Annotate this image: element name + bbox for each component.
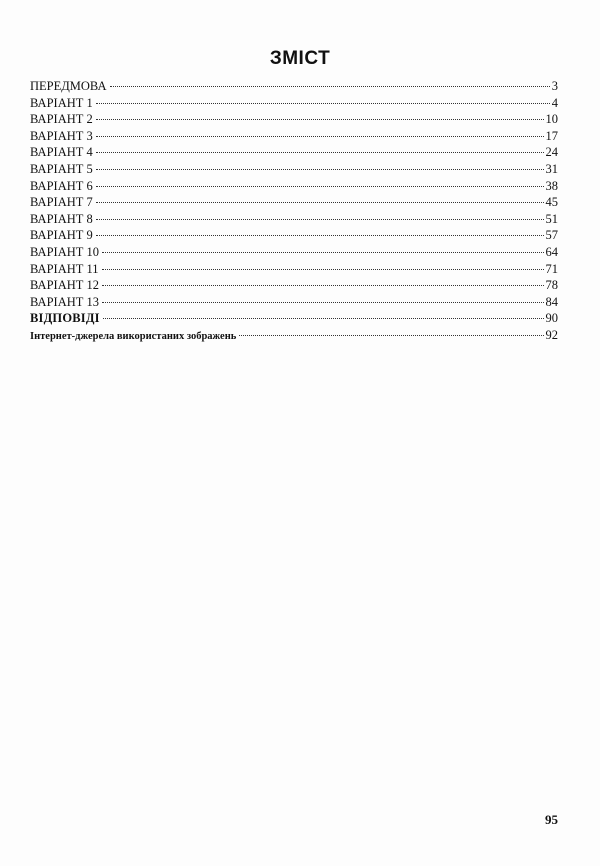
toc-entry-label: ВАРІАНТ 4 <box>30 145 93 160</box>
toc-entry-label: ВАРІАНТ 6 <box>30 178 93 193</box>
toc-entry-label: ВАРІАНТ 3 <box>30 128 93 143</box>
toc-entry-label: ВАРІАНТ 12 <box>30 278 100 293</box>
toc-entry-label: ВАРІАНТ 2 <box>30 112 93 127</box>
dot-leader <box>96 119 544 120</box>
toc-entry-page: 92 <box>545 327 558 342</box>
toc-entry <box>30 327 558 344</box>
toc-entry-page: 38 <box>545 178 558 193</box>
toc-entry-page: 17 <box>545 128 558 143</box>
dot-leader <box>103 318 544 319</box>
toc-entry-page: 10 <box>545 112 558 127</box>
toc-entry-label: Інтернет-джерела використаних зображень <box>30 330 237 342</box>
toc-entry-page: 4 <box>551 95 558 110</box>
toc-entry-page: 57 <box>545 228 558 243</box>
toc-entry <box>30 111 558 128</box>
dot-leader <box>239 335 543 336</box>
toc-entry <box>30 128 558 145</box>
toc-entry <box>30 261 558 278</box>
toc-entry <box>30 161 558 178</box>
page-title: ЗМІСТ <box>269 48 331 69</box>
dot-leader <box>110 86 550 87</box>
toc-entry-page: 90 <box>545 311 558 326</box>
dot-leader <box>96 235 544 236</box>
toc-entry <box>30 294 558 311</box>
toc-entry-page: 3 <box>551 79 558 93</box>
toc-entry <box>30 310 558 327</box>
toc-entry-label: ВАРІАНТ 7 <box>30 195 93 210</box>
toc-entry <box>30 95 558 112</box>
toc-entry-page: 31 <box>545 161 558 176</box>
toc-entry-label: ВАРІАНТ 10 <box>30 244 100 259</box>
toc-entry <box>30 277 558 294</box>
toc-entry-label: ВАРІАНТ 8 <box>30 211 93 226</box>
dot-leader <box>96 202 544 203</box>
toc-entry-page: 64 <box>545 244 558 259</box>
toc-entry-label: ПЕРЕДМОВА <box>30 79 107 93</box>
dot-leader <box>96 136 544 137</box>
dot-leader <box>102 285 543 286</box>
toc-entry-label: ВАРІАНТ 11 <box>30 261 99 276</box>
toc-entry <box>30 227 558 244</box>
toc-entry-page: 84 <box>545 294 558 309</box>
toc-entry <box>30 194 558 211</box>
page-number: 95 <box>545 812 558 827</box>
toc-entry-label: ВАРІАНТ 5 <box>30 161 93 176</box>
toc-entry <box>30 78 558 95</box>
toc-entry <box>30 144 558 161</box>
toc-entry-page: 71 <box>545 261 558 276</box>
toc-entry-label: ВАРІАНТ 9 <box>30 228 93 243</box>
toc-entry-page: 24 <box>545 145 558 160</box>
dot-leader <box>96 169 544 170</box>
toc-entry <box>30 244 558 261</box>
table-of-contents <box>30 78 558 344</box>
toc-entry-label: ВАРІАНТ 1 <box>30 95 93 110</box>
toc-entry-page: 45 <box>545 195 558 210</box>
toc-entry <box>30 211 558 228</box>
dot-leader <box>102 269 544 270</box>
dot-leader <box>96 152 544 153</box>
toc-entry <box>30 178 558 195</box>
toc-entry-page: 51 <box>545 211 558 226</box>
toc-entry-label: ВІДПОВІДІ <box>30 311 100 326</box>
toc-entry-label: ВАРІАНТ 13 <box>30 294 100 309</box>
dot-leader <box>96 219 544 220</box>
toc-entry-page: 78 <box>545 278 558 293</box>
dot-leader <box>102 252 543 253</box>
dot-leader <box>96 103 550 104</box>
dot-leader <box>102 302 543 303</box>
dot-leader <box>96 186 544 187</box>
